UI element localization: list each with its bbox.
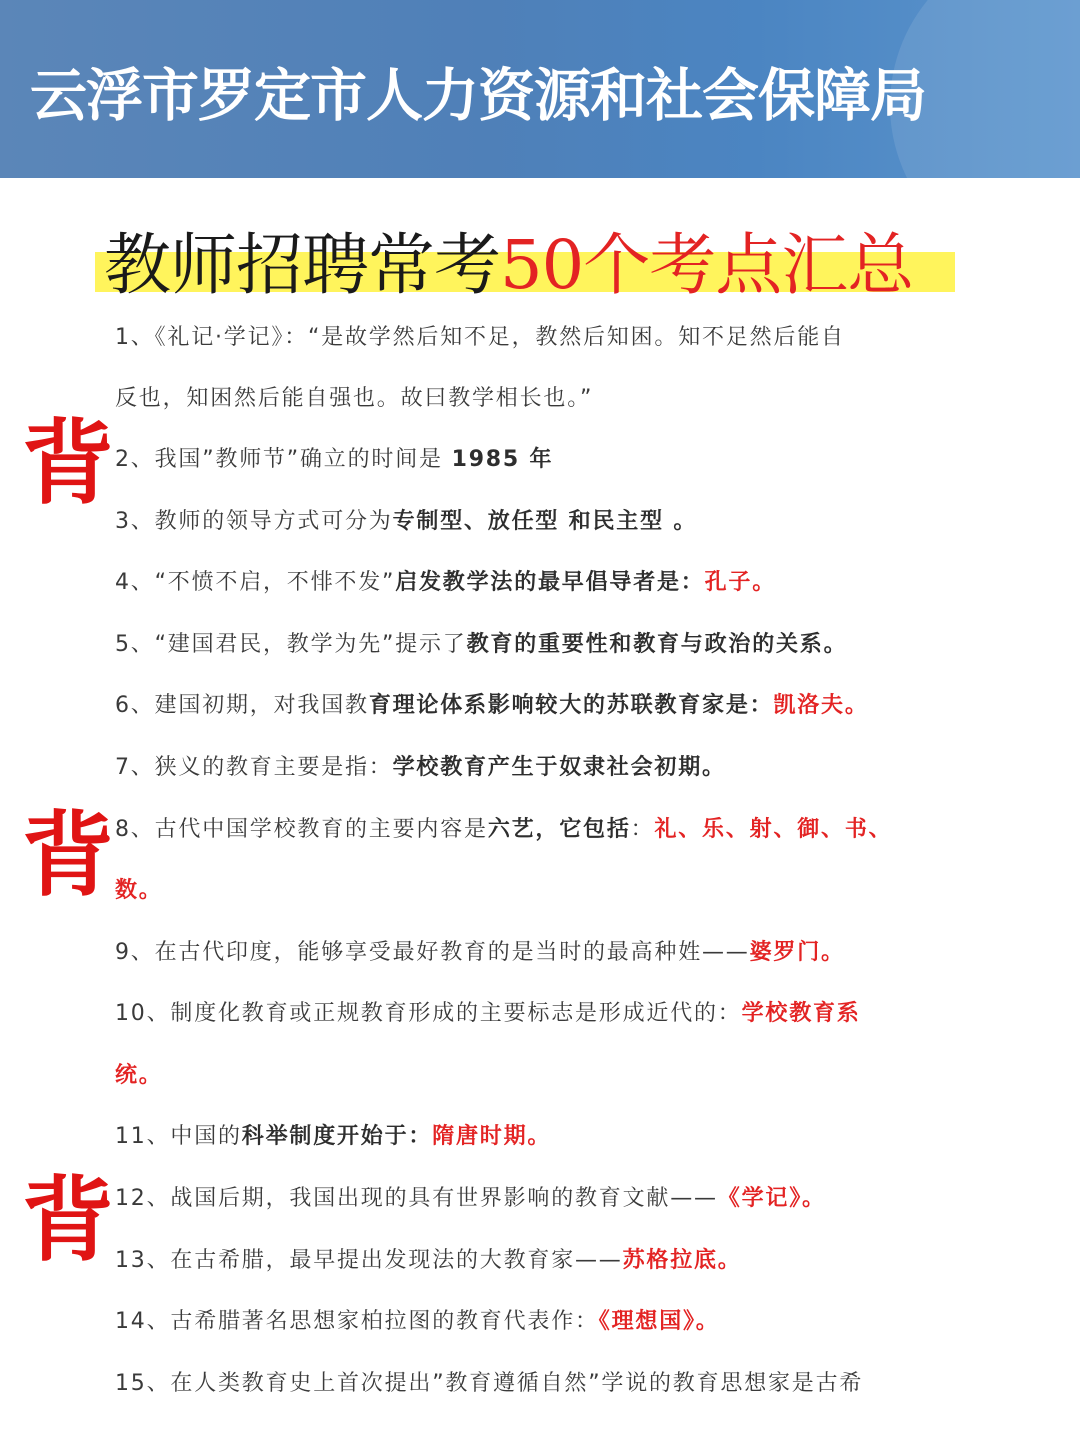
list-item: 7、狭义的教育主要是指：学校教育产生于奴隶社会初期。 — [115, 755, 726, 780]
list-item-continued: 反也，知困然后能自强也。故曰教学相长也。” — [115, 386, 594, 411]
page-title — [104, 212, 913, 308]
list-item: 11、中国的科举制度开始于：隋唐时期。 — [115, 1124, 552, 1149]
list-item: 13、在古希腊，最早提出发现法的大教育家——苏格拉底。 — [115, 1248, 742, 1273]
list-item: 14、古希腊著名思想家柏拉图的教育代表作：《理想国》。 — [115, 1309, 720, 1334]
list-item: 15、在人类教育史上首次提出”教育遵循自然”学说的教育思想家是古希 — [115, 1371, 864, 1396]
list-item: 3、教师的领导方式可分为专制型、放任型 和民主型 。 — [115, 509, 698, 534]
list-item: 8、古代中国学校教育的主要内容是六艺，它包括：礼、乐、射、御、书、 — [115, 817, 893, 842]
memorize-marker: 背 — [22, 802, 115, 909]
list-item: 2、我国”教师节”确立的时间是 1985 年 — [115, 447, 554, 472]
list-item: 5、“建国君民，教学为先”提示了教育的重要性和教育与政治的关系。 — [115, 632, 848, 657]
list-item-continued: 数。 — [115, 878, 163, 903]
list-item-continued: 统。 — [115, 1063, 163, 1088]
list-item: 6、建国初期，对我国教育理论体系影响较大的苏联教育家是：凯洛夫。 — [115, 693, 869, 718]
memorize-marker: 背 — [22, 1167, 115, 1274]
header-banner — [0, 0, 1080, 178]
title-part-2: 50个考点汇总 — [500, 226, 914, 304]
banner-title: 云浮市罗定市人力资源和社会保障局 — [30, 63, 926, 129]
list-item: 10、制度化教育或正规教育形成的主要标志是形成近代的：学校教育系 — [115, 1001, 861, 1026]
list-item: 1、《礼记·学记》：“是故学然后知不足，教然后知困。知不足然后能自 — [115, 325, 845, 350]
list-item: 12、战国后期，我国出现的具有世界影响的教育文献——《学记》。 — [115, 1186, 826, 1211]
memorize-marker: 背 — [22, 410, 115, 517]
list-item: 4、“不愤不启，不悱不发”启发教学法的最早倡导者是：孔子。 — [115, 570, 777, 595]
list-item: 9、在古代印度，能够享受最好教育的是当时的最高种姓——婆罗门。 — [115, 940, 845, 965]
title-part-1: 教师招聘常考 — [104, 226, 500, 304]
